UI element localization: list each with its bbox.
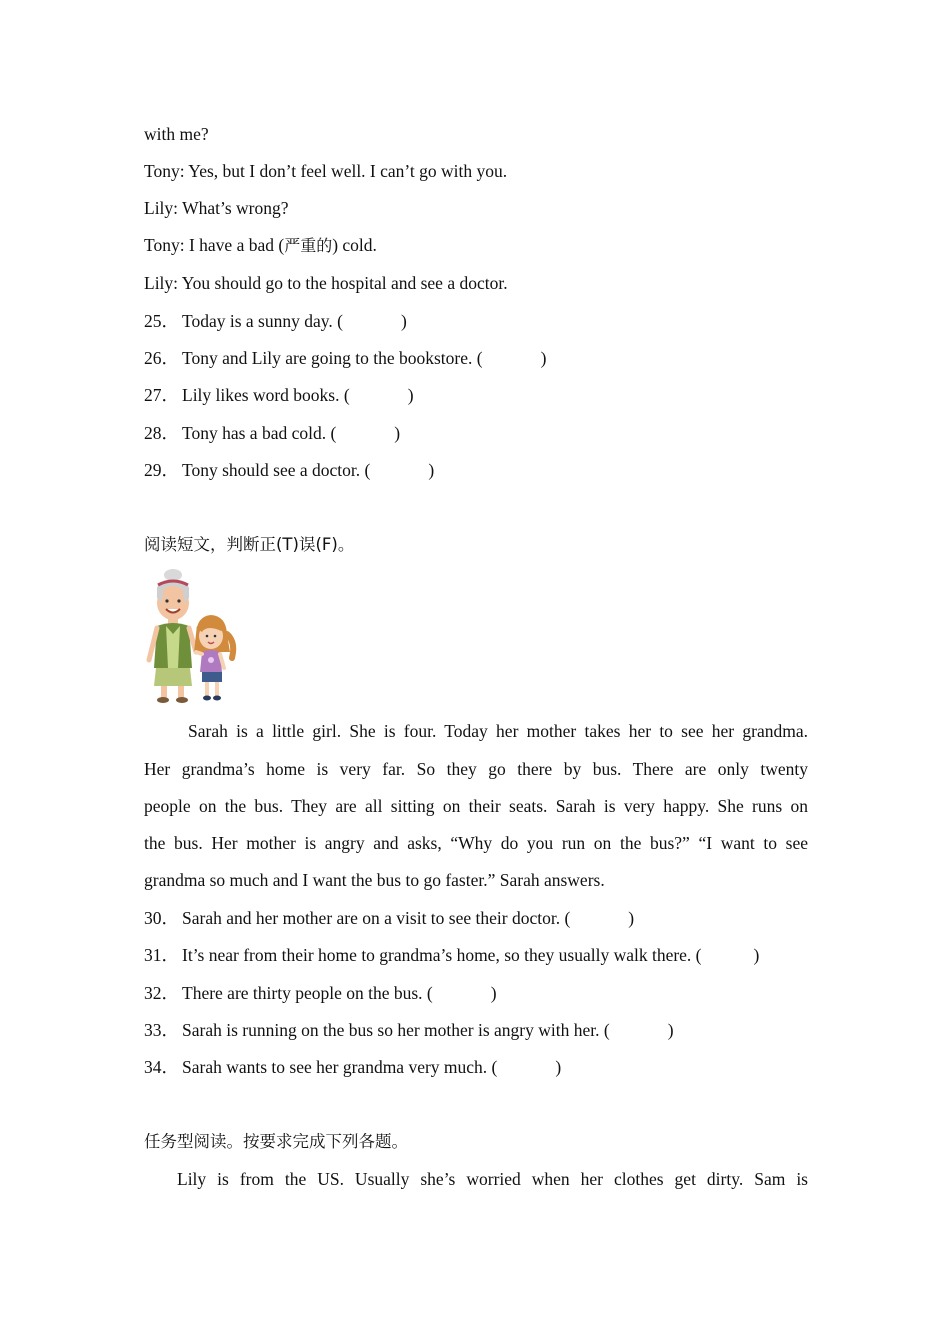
question-text: Tony has a bad cold. (	[182, 423, 337, 443]
question-close: )	[407, 385, 414, 405]
question-25	[144, 310, 407, 332]
question-30	[144, 907, 634, 929]
question-31	[144, 944, 759, 966]
question-text: Today is a sunny day. (	[182, 311, 343, 331]
question-29	[144, 459, 434, 481]
dialogue-text: ) cold.	[332, 235, 377, 255]
question-close: )	[490, 983, 497, 1003]
question-text: Tony and Lily are going to the bookstore. (	[182, 348, 483, 368]
question-number: 29．	[144, 460, 179, 480]
section-heading: 任务型阅读。按要求完成下列各题。	[144, 1132, 408, 1151]
question-close: )	[753, 945, 760, 965]
question-text: It’s near from their home to grandma’s home, so they usually walk there. (	[182, 945, 702, 965]
dialogue-line: with me?	[144, 124, 209, 144]
question-close: )	[400, 311, 407, 331]
question-close: )	[540, 348, 547, 368]
question-number: 31．	[144, 945, 179, 965]
dialogue-line: Tony: Yes, but I don’t feel well. I can’t go with you.	[144, 161, 508, 181]
question-34	[144, 1056, 561, 1078]
question-27	[144, 384, 414, 406]
question-number: 30．	[144, 908, 179, 928]
question-close: )	[394, 423, 401, 443]
question-number: 28．	[144, 423, 179, 443]
question-number: 26．	[144, 348, 179, 368]
dialogue-line: Lily: You should go to the hospital and see a doctor.	[144, 273, 508, 293]
question-close: )	[428, 460, 435, 480]
question-number: 34．	[144, 1057, 179, 1077]
question-26	[144, 347, 546, 369]
question-text: Sarah wants to see her grandma very much. (	[182, 1057, 498, 1077]
question-text: Lily likes word books. (	[182, 385, 350, 405]
question-number: 25．	[144, 311, 179, 331]
question-28	[144, 422, 400, 444]
question-number: 27．	[144, 385, 179, 405]
dialogue-text: Tony: I have a bad (	[144, 235, 285, 255]
question-text: Sarah is running on the bus so her mother is angry with her. (	[182, 1020, 610, 1040]
question-close: )	[555, 1057, 562, 1077]
question-number: 32．	[144, 983, 179, 1003]
grandma-and-girl-illustration	[144, 568, 240, 708]
question-close: )	[628, 908, 635, 928]
chinese-gloss: 严重的	[284, 236, 333, 255]
question-text: Sarah and her mother are on a visit to see their doctor. (	[182, 908, 571, 928]
question-number: 33．	[144, 1020, 179, 1040]
question-text: Tony should see a doctor. (	[182, 460, 371, 480]
question-text: There are thirty people on the bus. (	[182, 983, 433, 1003]
passage-line: people on the bus. They are all sitting on their seats. Sarah is very happy. She runs on	[144, 796, 808, 816]
passage-line: Sarah is a little girl. She is four. Today her mother takes her to see her grandma.	[188, 721, 808, 741]
passage-line: Her grandma’s home is very far. So they go there by bus. There are only twenty	[144, 759, 808, 779]
dialogue-line: Lily: What’s wrong?	[144, 198, 289, 218]
question-33	[144, 1019, 674, 1041]
section-heading: 阅读短文，判断正(T)误(F)。	[144, 535, 355, 554]
passage-line: Lily is from the US. Usually she’s worried when her clothes get dirty. Sam is	[177, 1169, 808, 1189]
passage-line: the bus. Her mother is angry and asks, “Why do you run on the bus?” “I want to see	[144, 833, 808, 853]
question-close: )	[667, 1020, 674, 1040]
dialogue-line	[144, 234, 377, 257]
passage-line: grandma so much and I want the bus to go faster.” Sarah answers.	[144, 870, 605, 890]
question-32	[144, 982, 497, 1004]
